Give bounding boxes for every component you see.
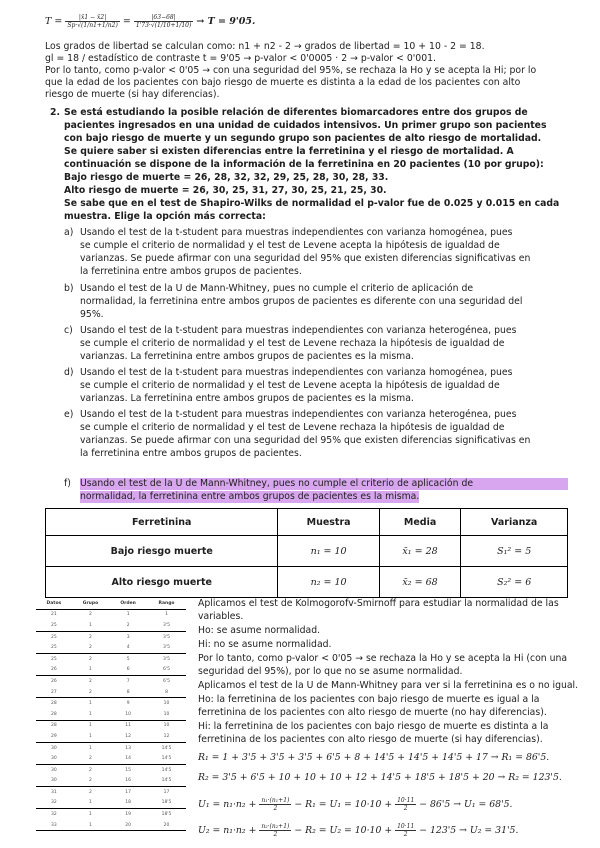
option-c-text: Usando el test de la t-student para muestras independientes con varianza heterogénea, pues (80, 325, 517, 336)
rank-cell: 10 (163, 701, 170, 707)
rank-row (36, 820, 186, 831)
intro-line: gl = 18 / estadístico de contraste t = 9'05 → p-valor < 0'0005 · 2 → p-valor < 0'001. (45, 53, 436, 64)
rank-cell: 3 (126, 634, 130, 640)
formula-r1: R₁ = 1 + 3'5 + 3'5 + 3'5 + 6'5 + 8 + 14'5 + 14'5 + 14'5 + 17 → R₁ = 86'5. (198, 752, 550, 763)
rank-row (36, 742, 186, 753)
analysis-line: Aplicamos el test de Kolmogorofv-Smirnoff para estudiar la normalidad de las (198, 598, 559, 609)
rank-cell: 2 (89, 789, 92, 795)
intro-line: riesgo de muerte (si hay diferencias). (45, 89, 220, 100)
intro-line: Por lo tanto, como p-valor < 0'05 → con una seguridad del 95%, se rechaza la Ho y se acepta la Hi; por lo (45, 65, 537, 76)
option-a-text: la ferretinina entre ambos grupos de pacientes. (80, 266, 302, 277)
rank-cell: 19 (125, 812, 131, 818)
rank-cell: 25 (36, 620, 72, 631)
table-cell: x̄₂ = 68 (379, 567, 461, 598)
rank-cell: 2 (89, 767, 92, 773)
rank-cell: 14'5 (161, 745, 172, 751)
rank-cell: 12 (109, 731, 147, 742)
question-line: Bajo riesgo de muerte = 26, 28, 32, 32, 29, 25, 28, 30, 28, 33. (64, 172, 389, 183)
rank-row (36, 665, 186, 676)
rank-row (36, 609, 186, 620)
table-cell: S₂² = 6 (461, 567, 568, 598)
rank-cell: 2 (89, 634, 92, 640)
rank-cell: 14'5 (161, 767, 172, 773)
rank-header: Datos (36, 598, 72, 609)
rank-cell: 2 (72, 687, 110, 698)
t-formula: T = $\frac{|x̄1 - x̄2|}{Sp\cdot√(1/n1+1/n2)}$ = $\frac{|63-68|}{1'73\cdot√(1/10+1/10)}$ → T = 9'05. (45, 14, 256, 29)
rank-cell: 14'5 (147, 776, 186, 787)
rank-cell: 2 (72, 642, 110, 653)
option-d-text: se cumple el criterio de normalidad y el test de Levene acepta la hipótesis de igualdad de (80, 380, 500, 391)
rank-cell: 28 (51, 723, 57, 729)
rank-header: Rango (147, 598, 186, 609)
question-line: Se sabe que en el test de Shapiro-Wilks de normalidad el p-valor fue de 0.025 y 0.015 en cada (64, 198, 560, 209)
rank-row (36, 753, 186, 764)
rank-cell: 1 (72, 665, 110, 676)
option-e-text: se cumple el criterio de normalidad y el test de Levene rechaza la hipótesis de igualdad de (80, 422, 505, 433)
rank-row (36, 698, 186, 709)
ferretinina-table (45, 508, 568, 598)
rank-cell: 26 (51, 678, 57, 684)
rank-cell: 3'5 (147, 620, 186, 631)
rank-cell: 26 (36, 665, 72, 676)
option-a-text: Usando el test de la t-student para muestras independientes con varianza homogénea, pues (80, 227, 513, 238)
rank-cell: 5 (126, 656, 130, 662)
table-header: Ferretinina (46, 509, 278, 536)
rank-row (36, 687, 186, 698)
rank-cell: 2 (89, 656, 92, 662)
rank-cell: 6'5 (163, 678, 170, 684)
rank-cell: 14 (109, 753, 147, 764)
rank-cell: 2 (109, 620, 147, 631)
table-cell: n₁ = 10 (278, 536, 379, 567)
rank-cell: 1 (165, 612, 168, 618)
rank-cell: 16 (109, 776, 147, 787)
rank-cell: 6'5 (147, 665, 186, 676)
rank-cell: 10 (147, 709, 186, 720)
rank-cell: 3'5 (147, 642, 186, 653)
table-header-row (46, 509, 568, 536)
option-b-text: Usando el test de la U de Mann-Whitney, pues no cumple el criterio de aplicación de (80, 283, 474, 294)
rank-cell: 28 (51, 701, 57, 707)
rank-cell: 15 (125, 767, 131, 773)
question-line: continuación se dispone de la información de la ferretinina en 20 pacientes (10 por grupo): (64, 159, 544, 170)
rank-cell: 32 (51, 812, 57, 818)
rank-row (36, 709, 186, 720)
rank-header: Grupo (72, 598, 110, 609)
option-b-text: normalidad, la ferretinina entre ambos grupos de pacientes es diferente con una seguridad del (80, 296, 523, 307)
rank-cell: 2 (72, 776, 110, 787)
analysis-line: variables. (198, 611, 244, 622)
rank-cell: 1 (89, 701, 92, 707)
formula-r2: R₂ = 3'5 + 6'5 + 10 + 10 + 10 + 12 + 14'5 + 18'5 + 18'5 + 20 → R₂ = 123'5. (198, 772, 562, 783)
rank-cell: 2 (72, 753, 110, 764)
table-cell: n₂ = 10 (278, 567, 379, 598)
rank-cell: 1 (72, 620, 110, 631)
rank-cell: 1 (89, 745, 92, 751)
option-b-text: 95%. (80, 309, 104, 320)
option-e-text: Usando el test de la t-student para muestras independientes con varianza heterogénea, pues (80, 409, 517, 420)
analysis-line: ferretinina de los pacientes con alto riesgo de muerte (si hay diferencias). (198, 734, 543, 745)
option-a-text: se cumple el criterio de normalidad y el test de Levene acepta la hipótesis de igualdad de (80, 240, 500, 251)
rank-row (36, 809, 186, 820)
rank-cell: 21 (51, 612, 57, 618)
rank-cell: 6 (109, 665, 147, 676)
rank-row (36, 798, 186, 809)
rank-row (36, 776, 186, 787)
rank-cell: 1 (72, 731, 110, 742)
rank-cell: 12 (147, 731, 186, 742)
analysis-line: Por lo tanto, como p-valor < 0'05 → se rechaza la Ho y se acepta la Hi (con una (198, 653, 568, 664)
option-c-text: varianzas. La ferretinina entre ambos grupos de pacientes es la misma. (80, 351, 414, 362)
rank-cell: 18'5 (147, 798, 186, 809)
analysis-line: seguridad del 95%), por lo que no se asume normalidad. (198, 666, 463, 677)
rank-cell: 2 (89, 612, 92, 618)
rank-cell: 1 (126, 612, 130, 618)
option-f-text: Usando el test de la U de Mann-Whitney, pues no cumple el criterio de aplicación de (80, 478, 568, 490)
rank-cell: 8 (147, 687, 186, 698)
rank-cell: 25 (36, 642, 72, 653)
table-row (46, 567, 568, 598)
option-d-letter: d) (64, 367, 74, 378)
rank-cell: 4 (109, 642, 147, 653)
analysis-line: Hi: no se asume normalidad. (198, 639, 332, 650)
question-line: pacientes ingresados en una unidad de cuidados intensivos. Un primer grupo son pacientes (64, 120, 547, 131)
option-c-letter: c) (64, 325, 73, 336)
rank-cell: 30 (36, 753, 72, 764)
rank-cell: 1 (89, 723, 92, 729)
rank-cell: 29 (36, 731, 72, 742)
rank-cell: 25 (51, 634, 57, 640)
option-e-text: la ferretinina entre ambos grupos de pacientes. (80, 448, 302, 459)
rank-row (36, 720, 186, 731)
analysis-line: Aplicamos el test de la U de Mann-Whitney para ver si la ferretinina es o no igual. (198, 680, 579, 691)
analysis-line: ferretinina de los pacientes con alto riesgo de muerte (no hay diferencias). (198, 707, 547, 718)
rank-cell: 25 (51, 656, 57, 662)
rank-cell: 14'5 (147, 753, 186, 764)
formula-u1: U₁ = n₁·n₂ + $\frac{\text{n₁·(n₁+1)}}{2}$ − R₁ = U₁ = 10·10 + $\frac{10\cdot 11}{2}$ − 86'5 → U₁ = 68'5. (198, 797, 513, 812)
rank-table (36, 598, 186, 831)
rank-cell: 10 (163, 723, 170, 729)
rank-cell: 18'5 (161, 812, 172, 818)
rank-cell: 7 (126, 678, 130, 684)
option-e-text: varianzas. Se puede afirmar con una seguridad del 95% que existen diferencias significativas en (80, 435, 531, 446)
rank-cell: 20 (109, 820, 147, 831)
rank-cell: 10 (109, 709, 147, 720)
rank-cell: 31 (51, 789, 57, 795)
table-header: Muestra (278, 509, 379, 536)
table-cell: S₁² = 5 (461, 536, 568, 567)
rank-row (36, 676, 186, 687)
rank-cell: 2 (89, 678, 92, 684)
rank-row (36, 653, 186, 664)
question-line: muestra. Elige la opción más correcta: (64, 211, 266, 222)
question-line: con bajo riesgo de muerte y un segundo grupo son pacientes de alto riesgo de mortalidad. (64, 133, 542, 144)
option-e-letter: e) (64, 409, 74, 420)
analysis-line: Hi: la ferretinina de los pacientes con bajo riesgo de muerte es distinta a la (198, 721, 549, 732)
question-number: 2. (50, 107, 61, 118)
formula-u2: U₂ = n₁·n₂ + $\frac{\text{n₂·(n₂+1)}}{2}$ − R₂ = U₂ = 10·10 + $\frac{10\cdot 11}{2}$ − 123'5 → U₂ = 31'5. (198, 823, 519, 838)
rank-row (36, 764, 186, 775)
rank-cell: 30 (51, 745, 57, 751)
rank-cell: 27 (36, 687, 72, 698)
table-cell: Alto riesgo muerte (46, 567, 278, 598)
rank-cell: 1 (72, 820, 110, 831)
rank-cell: 18 (109, 798, 147, 809)
option-d-text: varianzas. La ferretinina entre ambos grupos de pacientes es la misma. (80, 393, 414, 404)
table-row (46, 536, 568, 567)
option-b-letter: b) (64, 283, 74, 294)
option-a-letter: a) (64, 227, 74, 238)
option-d-text: Usando el test de la t-student para muestras independientes con varianza homogénea, pues (80, 367, 513, 378)
rank-cell: 3'5 (163, 656, 170, 662)
rank-cell: 1 (89, 812, 92, 818)
rank-cell: 30 (36, 776, 72, 787)
rank-table-header (36, 598, 186, 609)
rank-cell: 1 (72, 709, 110, 720)
option-f-letter: f) (64, 478, 71, 489)
rank-cell: 11 (125, 723, 131, 729)
analysis-line: Ho: se asume normalidad. (198, 625, 321, 636)
rank-cell: 3'5 (163, 634, 170, 640)
rank-row (36, 620, 186, 631)
rank-row (36, 787, 186, 798)
option-f-text: normalidad, la ferretinina entre ambos grupos de pacientes es la misma. (80, 491, 420, 502)
rank-cell: 32 (36, 798, 72, 809)
table-cell: x̄₁ = 28 (379, 536, 461, 567)
table-header: Varianza (461, 509, 568, 536)
intro-line: que la edad de los pacientes con bajo riesgo de muerte es distinta a la edad de los pacientes con alto (45, 77, 521, 88)
rank-cell: 13 (125, 745, 131, 751)
rank-row (36, 631, 186, 642)
table-cell: Bajo riesgo muerte (46, 536, 278, 567)
rank-cell: 28 (36, 709, 72, 720)
rank-cell: 8 (109, 687, 147, 698)
rank-cell: 9 (126, 701, 130, 707)
question-line: Se quiere saber si existen diferencias entre la ferretinina y el riesgo de mortalidad. A (64, 146, 514, 157)
rank-header: Orden (109, 598, 147, 609)
rank-row (36, 642, 186, 653)
rank-cell: 1 (72, 798, 110, 809)
rank-cell: 20 (147, 820, 186, 831)
rank-cell: 17 (125, 789, 131, 795)
rank-cell: 17 (163, 789, 170, 795)
option-c-text: se cumple el criterio de normalidad y el test de Levene rechaza la hipótesis de igualdad de (80, 338, 505, 349)
option-a-text: varianzas. Se puede afirmar con una seguridad del 95% que existen diferencias significativas en (80, 253, 531, 264)
rank-cell: 30 (51, 767, 57, 773)
question-line: Se está estudiando la posible relación de diferentes biomarcadores entre dos grupos de (64, 107, 528, 118)
table-header: Media (379, 509, 461, 536)
question-line: Alto riesgo de muerte = 26, 30, 25, 31, 27, 30, 25, 21, 25, 30. (64, 185, 387, 196)
analysis-line: Ho: la ferretinina de los pacientes con bajo riesgo de muerte es igual a la (198, 694, 540, 705)
intro-line: Los grados de libertad se calculan como: n1 + n2 - 2 → grados de libertad = 10 + 10 - 2 = 18. (45, 41, 485, 52)
rank-row (36, 731, 186, 742)
rank-cell: 33 (36, 820, 72, 831)
